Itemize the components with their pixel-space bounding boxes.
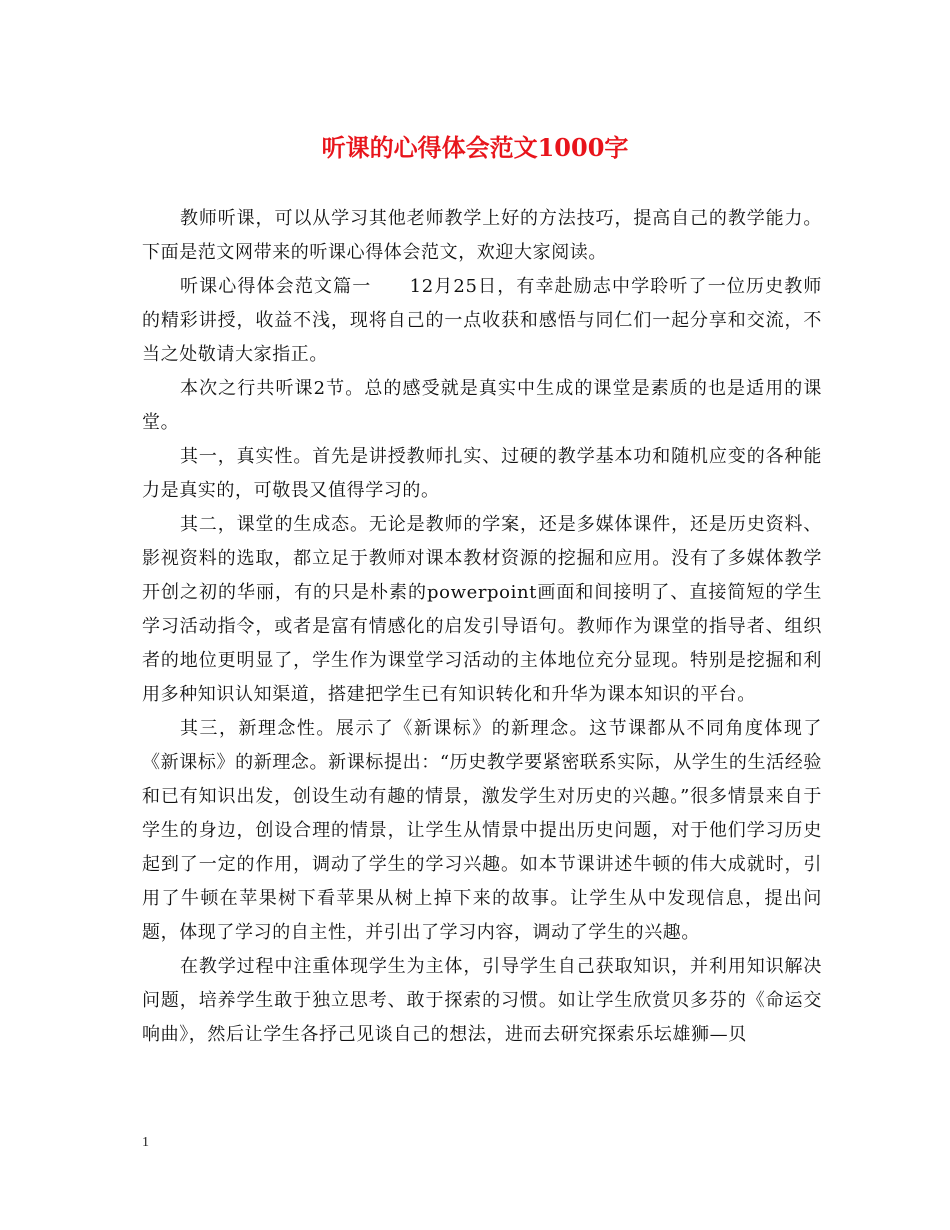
document-title: 听课的心得体会范文1000字 bbox=[321, 133, 629, 162]
document-body bbox=[142, 202, 822, 1052]
paragraph-summary: 本次之行共听课2节。总的感受就是真实中生成的课堂是素质的也是适用的课堂。 bbox=[142, 378, 822, 433]
paragraph-intro: 教师听课，可以从学习其他老师教学上好的方法技巧，提高自己的教学能力。下面是范文网带来的听课心得体会范文，欢迎大家阅读。 bbox=[142, 208, 822, 263]
paragraph-article-one: 听课心得体会范文篇一 12月25日，有幸赴励志中学聆听了一位历史教师的精彩讲授，收益不浅，现将自己的一点收获和感悟与同仁们一起分享和交流，不当之处敬请大家指正。 bbox=[142, 276, 822, 365]
page-number: 1 bbox=[142, 1135, 149, 1150]
paragraph-student-subject: 在教学过程中注重体现学生为主体，引导学生自己获取知识，并利用知识解决问题，培养学生敢于独立思考、敢于探索的习惯。如让学生欣赏贝多芬的《命运交响曲》，然后让学生各抒己见谈自己的想法，进而去研究探索乐坛雄狮—贝 bbox=[142, 956, 822, 1045]
paragraph-point-one: 其一，真实性。首先是讲授教师扎实、过硬的教学基本功和随机应变的各种能力是真实的，可敬畏又值得学习的。 bbox=[142, 446, 822, 501]
paragraph-point-three: 其三，新理念性。展示了《新课标》的新理念。这节课都从不同角度体现了《新课标》的新理念。新课标提出：“历史教学要紧密联系实际，从学生的生活经验和已有知识出发，创设生动有趣的情景，激发学生对历史的兴趣。”很多情景来自于学生的身边，创设合理的情景，让学生从情景中提出历史问题，对于他们学习历史起到了一定的作用，调动了学生的学习兴趣。如本节课讲述牛顿的伟大成就时，引用了牛顿在苹果树下看苹果从树上掉下来的故事。让学生从中发现信息，提出问题，体现了学习的自主性，并引出了学习内容，调动了学生的兴趣。 bbox=[142, 718, 822, 943]
paragraph-point-two: 其二，课堂的生成态。无论是教师的学案，还是多媒体课件，还是历史资料、影视资料的选取，都立足于教师对课本教材资源的挖掘和应用。没有了多媒体教学开创之初的华丽，有的只是朴素的powerpoint画面和间接明了、直接简短的学生学习活动指令，或者是富有情感化的启发引导语句。教师作为课堂的指导者、组织者的地位更明显了，学生作为课堂学习活动的主体地位充分显现。特别是挖掘和利用多种知识认知渠道，搭建把学生已有知识转化和升华为课本知识的平台。 bbox=[142, 514, 822, 705]
